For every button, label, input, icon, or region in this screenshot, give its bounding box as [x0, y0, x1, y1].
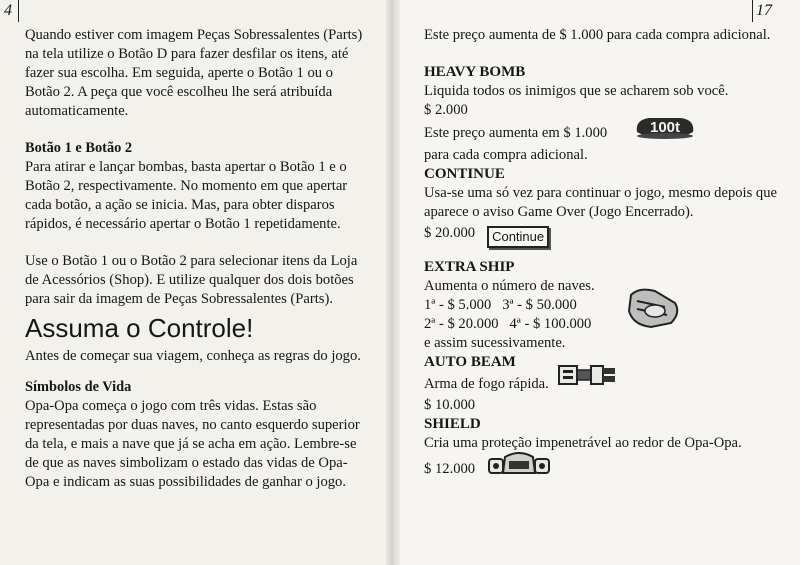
heavy-bomb-note-row	[424, 120, 784, 146]
vida-heading: Símbolos de Vida	[25, 379, 132, 395]
spacer	[25, 234, 365, 252]
price-intro: Este preço aumenta de $ 1.000 para cada compra adicional.	[424, 27, 771, 43]
page-number-rule-left	[18, 0, 19, 22]
heavy-bomb-desc: Liquida todos os inimigos que se acharem sob você.	[424, 83, 729, 99]
page-number-left: 4	[4, 2, 12, 19]
extra-ship-line1: 1ª - $ 5.000 3ª - $ 50.000	[424, 297, 577, 313]
continue-button-image: Continue	[487, 226, 549, 248]
spacer	[25, 366, 365, 378]
auto-beam-heading: AUTO BEAM	[424, 354, 516, 370]
extra-ship-line2: 2ª - $ 20.000 4ª - $ 100.000	[424, 316, 592, 332]
heavy-bomb-price: $ 2.000	[424, 102, 468, 118]
extra-ship-block	[424, 277, 784, 353]
vida-paragraph: Opa-Opa começa o jogo com três vidas. Estas são representadas por duas naves, no canto esquerdo superior da tela, e mais a nave que já se acha em ação. Lembre-se de que as naves simbolizam o estado das vidas de Opa-Opa e indicam as suas possibilidades de ganhar o jogo.	[25, 398, 360, 490]
intro-paragraph: Antes de começar sua viagem, conheça as regras do jogo.	[25, 348, 361, 364]
heavy-bomb-note2: para cada compra adicional.	[424, 147, 588, 163]
right-column	[424, 26, 784, 485]
shield-price-row	[424, 453, 784, 485]
shield-icon	[487, 449, 551, 485]
shield-desc: Cria uma proteção impenetrável ao redor de Opa-Opa.	[424, 435, 742, 451]
parts-paragraph: Quando estiver com imagem Peças Sobressalentes (Parts) na tela utilize o Botão D para fazer desfilar os itens, até fazer sua escolha. Em seguida, aperte o Botão 1 ou o Botão 2. A peça que você escolheu lhe será atribuída automaticamente.	[25, 27, 363, 119]
svg-text:100t: 100t	[650, 119, 681, 136]
left-column	[25, 26, 365, 492]
auto-beam-row	[424, 372, 784, 396]
shield-heading: SHIELD	[424, 416, 481, 432]
section-title: Assuma o Controle!	[25, 313, 254, 343]
botao-heading: Botão 1 e Botão 2	[25, 140, 133, 156]
auto-beam-desc: Arma de fogo rápida.	[424, 375, 549, 392]
extra-ship-heading: EXTRA SHIP	[424, 259, 515, 275]
book-fold	[386, 0, 400, 565]
page-number-right: 17	[756, 2, 772, 19]
shield-price: $ 12.000	[424, 460, 476, 477]
heavy-bomb-note: Este preço aumenta em $ 1.000	[424, 124, 608, 141]
heavy-bomb-heading: HEAVY BOMB	[424, 64, 526, 80]
extra-ship-icon	[625, 285, 683, 337]
continue-heading: CONTINUE	[424, 166, 505, 182]
auto-beam-icon	[555, 358, 619, 396]
extra-ship-desc: Aumenta o número de naves.	[424, 278, 595, 294]
extra-ship-line3: e assim sucessivamente.	[424, 335, 566, 351]
continue-price-row	[424, 222, 784, 244]
heavy-bomb-icon	[633, 114, 697, 146]
spacer	[25, 121, 365, 139]
botao-paragraph: Para atirar e lançar bombas, basta apertar o Botão 1 e o Botão 2, respectivamente. No momento em que apertar cada botão, a ação se inicia. Mas, para obter disparos rápidos, é necessário apertar o Botão 1 repetidamente.	[25, 159, 348, 232]
continue-desc: Usa-se uma só vez para continuar o jogo, mesmo depois que aparece o aviso Game Over (Jogo Encerrado).	[424, 185, 777, 220]
extra-ship-text	[424, 277, 595, 353]
auto-beam-price: $ 10.000	[424, 397, 476, 413]
continue-price: $ 20.000	[424, 224, 476, 241]
page-number-rule-right	[752, 0, 753, 22]
shop-paragraph: Use o Botão 1 ou o Botão 2 para selecionar itens da Loja de Acessórios (Shop). E utilize qualquer dos dois botões para sair da imagem de Peças Sobressalentes (Parts).	[25, 253, 358, 307]
